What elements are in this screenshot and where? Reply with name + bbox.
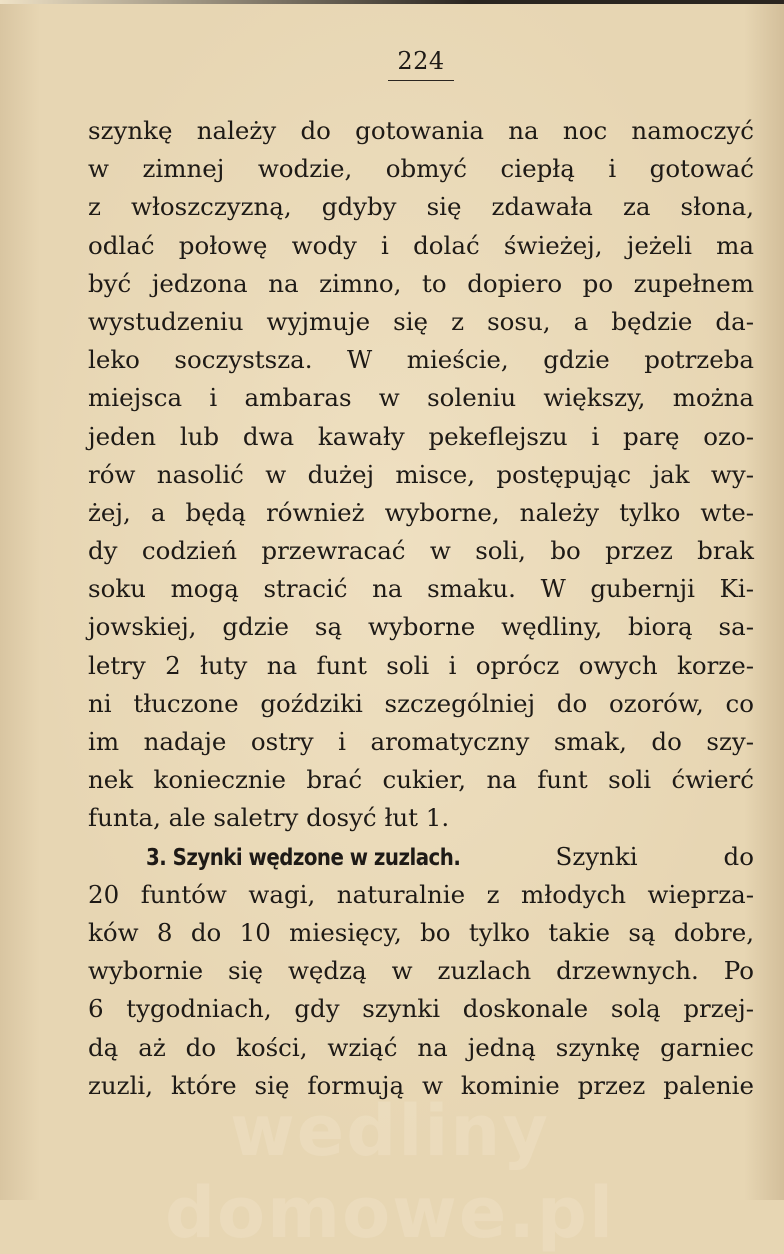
text-line: soku mogą stracić na smaku. W gubernji Ki- [88, 574, 754, 604]
text-line: wystudzeniu wyjmuje się z sosu, a będzie da- [88, 306, 754, 336]
text-line: nek koniecznie brać cukier, na funt soli ćwierć [88, 765, 754, 795]
text-line: wybornie się wędzą w zuzlach drzewnych. Po [88, 956, 754, 986]
section-heading-line [88, 838, 754, 876]
text-line: z włoszczyzną, gdyby się zdawała za słona, [88, 192, 754, 222]
text-line: w zimnej wodzie, obmyć ciepłą i gotować [88, 154, 754, 184]
page-top-edge [0, 0, 784, 4]
text-line: dą aż do kości, wziąć na jedną szynkę garniec [88, 1032, 754, 1062]
text-block [88, 112, 754, 1105]
text-line: im nadaje ostry i aromatyczny smak, do szy- [88, 727, 754, 756]
text-line: 20 funtów wagi, naturalnie z młodych wieprza- [88, 879, 754, 909]
page-number-rule [388, 80, 454, 81]
text-line: żej, a będą również wyborne, należy tylko wte- [88, 497, 754, 527]
text-line: funta, ale saletry dosyć łut 1. [88, 803, 450, 833]
section-heading: 3. Szynki wędzone w zuzlach. [146, 844, 461, 871]
section-first-line-text: Szynki do [555, 841, 754, 871]
text-line: odlać połowę wody i dolać świeżej, jeżeli ma [88, 230, 754, 260]
text-line: szynkę należy do gotowania na noc namoczyć [88, 116, 754, 145]
text-line: jowskiej, gdzie są wyborne wędliny, biorą sa- [88, 612, 754, 642]
text-line: być jedzona na zimno, to dopiero po zupełnem [88, 268, 754, 298]
text-line: dy codzień przewracać w soli, bo przez brak [88, 536, 754, 566]
text-line: 6 tygodniach, gdy szynki doskonale solą przej- [88, 994, 754, 1024]
text-line: letry 2 łuty na funt soli i oprócz owych korze- [88, 650, 754, 680]
text-line: jeden lub dwa kawały pekeflejszu i parę ozo- [88, 421, 754, 451]
text-line: miejsca i ambaras w soleniu większy, można [88, 383, 754, 413]
watermark: wedliny domowe.pl [164, 1090, 616, 1254]
text-line: rów nasolić w dużej misce, postępując jak wy- [88, 459, 754, 489]
text-line: leko soczystsza. W mieście, gdzie potrzeba [88, 345, 754, 375]
page-number: 224 [397, 47, 445, 75]
text-line: ków 8 do 10 miesięcy, bo tylko takie są dobre, [88, 917, 754, 947]
text-line: zuzli, które się formują w kominie przez palenie [88, 1070, 754, 1100]
text-line: ni tłuczone goździki szczególniej do ozorów, co [88, 688, 754, 718]
